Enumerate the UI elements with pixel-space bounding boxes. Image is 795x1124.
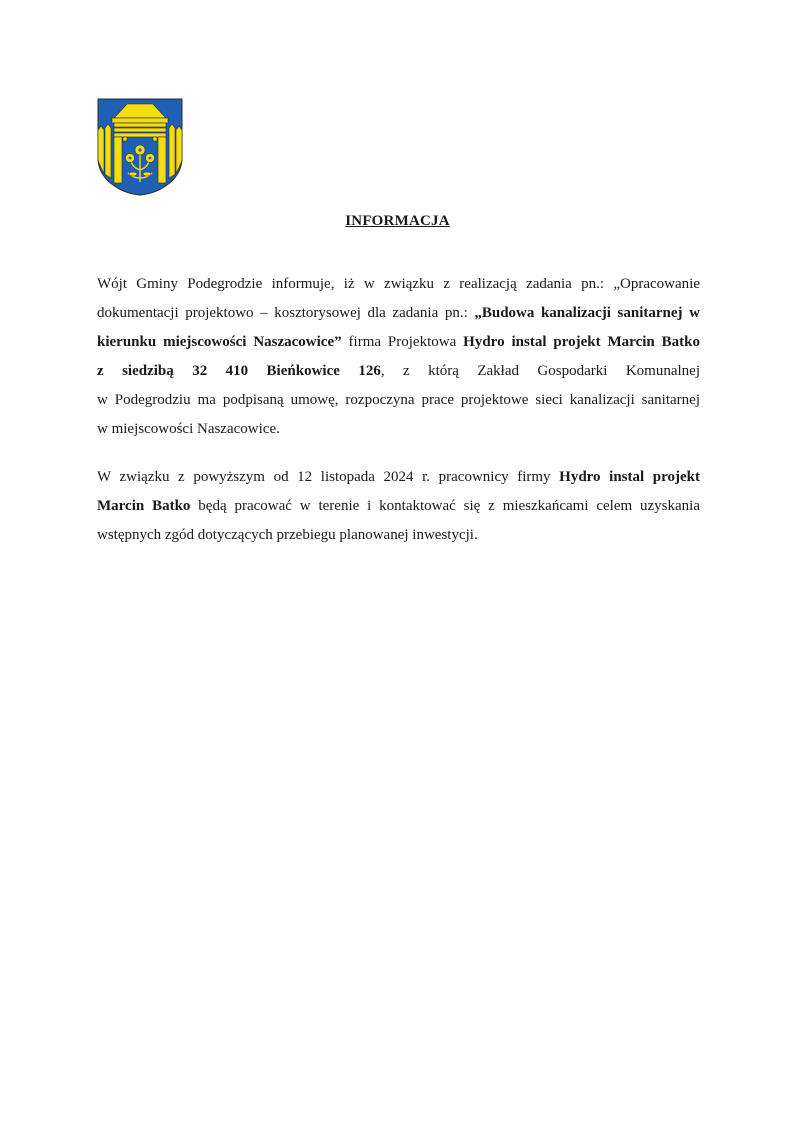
text-segment-bold: Hydro instal projekt Marcin Batko <box>463 334 700 350</box>
text-segment: Wójt Gminy Podegrodzie informuje, iż w związku z realizacją zadania pn.: „Opracowanie <box>97 276 700 292</box>
text-segment: w Podegrodziu ma podpisaną umowę, rozpoczyna prace projektowe sieci kanalizacji sanitarnej <box>97 392 700 408</box>
paragraph-line <box>97 270 700 299</box>
text-segment: W związku z powyższym od 12 listopada 2024 r. pracownicy firmy <box>97 469 560 485</box>
paragraph-line <box>97 521 700 550</box>
paragraph-line <box>97 415 700 444</box>
text-segment-bold: kierunku miejscowości Naszacowice” <box>97 334 342 350</box>
paragraph-line <box>97 463 700 492</box>
text-segment: wstępnych zgód dotyczących przebiegu planowanej inwestycji. <box>97 527 478 543</box>
paragraph-line <box>97 386 700 415</box>
coat-of-arms-icon <box>97 98 183 196</box>
paragraph-line <box>97 357 700 386</box>
text-segment-bold: z siedzibą 32 410 Bieńkowice 126 <box>97 363 381 379</box>
paragraph-line <box>97 299 700 328</box>
paragraph-line <box>97 492 700 521</box>
document-title: INFORMACJA <box>345 213 450 229</box>
paragraph-line <box>97 328 700 357</box>
paragraph-announcement <box>97 270 700 444</box>
text-segment: dokumentacji projektowo – kosztorysowej dla zadania pn.: <box>97 305 475 321</box>
text-segment: w miejscowości Naszacowice. <box>97 421 280 437</box>
text-segment-bold: Marcin Batko <box>97 498 191 514</box>
text-segment-bold: „Budowa kanalizacji sanitarnej w <box>474 305 700 321</box>
text-segment: będą pracować w terenie i kontaktować się z mieszkańcami celem uzyskania <box>190 498 700 514</box>
text-segment-bold: Hydro instal projekt <box>559 469 700 485</box>
text-segment: firma Projektowa <box>341 334 464 350</box>
paragraph-notice <box>97 463 700 550</box>
text-segment: , z którą Zakład Gospodarki Komunalnej <box>380 363 700 379</box>
